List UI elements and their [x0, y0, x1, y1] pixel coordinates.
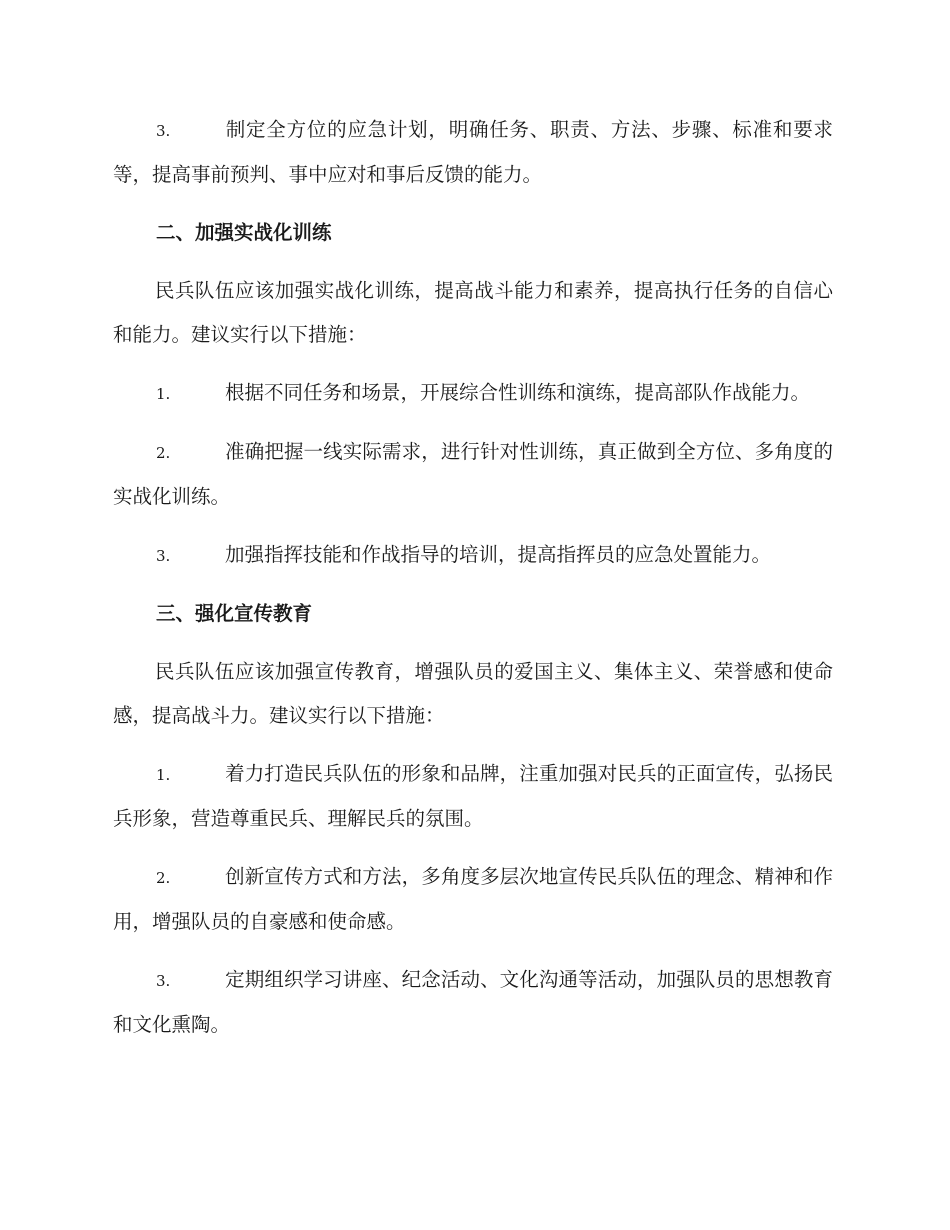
paragraph: 民兵队伍应该加强宣传教育，增强队员的爱国主义、集体主义、荣誉感和使命感，提高战斗力。建议实行以下措施：: [113, 660, 833, 727]
list-item-text: 制定全方位的应急计划，明确任务、职责、方法、步骤、标准和要求等，提高事前预判、事中应对和事后反馈的能力。: [113, 118, 833, 186]
section-heading: 二、加强实战化训练: [156, 221, 332, 244]
list-number: 2.: [156, 869, 171, 887]
list-item-text: 着力打造民兵队伍的形象和品牌，注重加强对民兵的正面宣传，弘扬民兵形象，营造尊重民兵、理解民兵的氛围。: [113, 762, 833, 830]
list-number: 2.: [156, 444, 171, 462]
list-number: 3.: [156, 122, 171, 140]
document-body: [113, 108, 833, 1061]
list-item: [113, 430, 833, 519]
list-item-text: 根据不同任务和场景，开展综合性训练和演练，提高部队作战能力。: [225, 381, 811, 404]
list-item-text: 加强指挥技能和作战指导的培训，提高指挥员的应急处置能力。: [225, 543, 772, 566]
list-number: 1.: [156, 766, 171, 784]
list-item: [113, 855, 833, 944]
list-number: 3.: [156, 972, 171, 990]
list-item-text: 定期组织学习讲座、纪念活动、文化沟通等活动，加强队员的思想教育和文化熏陶。: [113, 968, 833, 1036]
list-item: [113, 533, 833, 578]
list-item: [113, 958, 833, 1047]
list-item: [113, 752, 833, 841]
list-item-text: 准确把握一线实际需求，进行针对性训练，真正做到全方位、多角度的实战化训练。: [113, 440, 833, 508]
list-item-text: 创新宣传方式和方法，多角度多层次地宣传民兵队伍的理念、精神和作用，增强队员的自豪感和使命感。: [113, 865, 833, 933]
paragraph: 民兵队伍应该加强实战化训练，提高战斗能力和素养，提高执行任务的自信心和能力。建议实行以下措施：: [113, 279, 833, 346]
list-item: [113, 108, 833, 197]
list-item: [113, 371, 833, 416]
list-number: 1.: [156, 385, 171, 403]
section-heading: 三、强化宣传教育: [156, 602, 313, 625]
list-number: 3.: [156, 547, 171, 565]
